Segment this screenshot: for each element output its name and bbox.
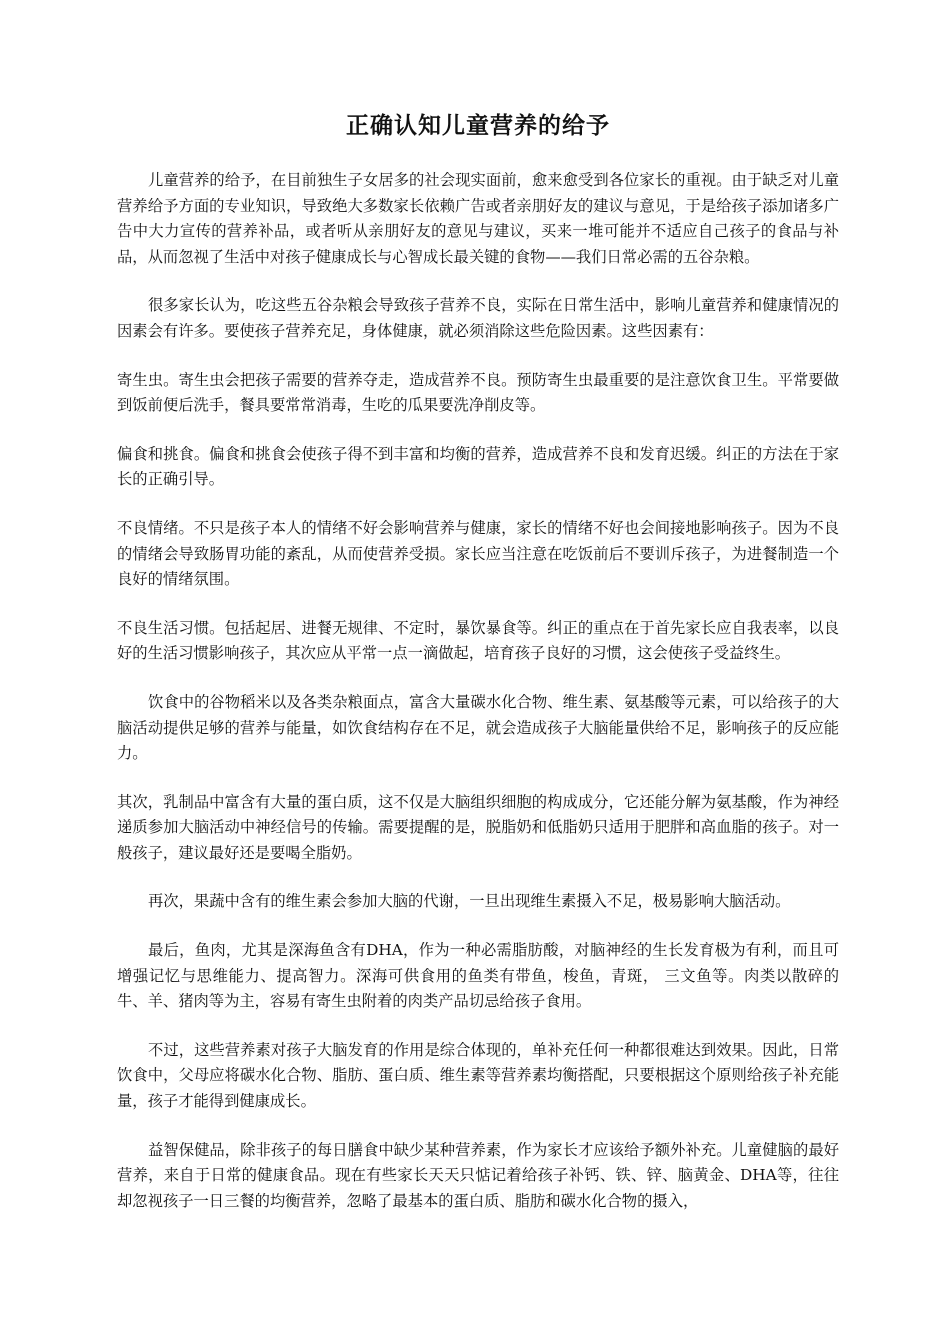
paragraph-supplements: 益智保健品，除非孩子的每日膳食中缺少某种营养素，作为家长才应该给予额外补充。儿童健脑的最好营养，来自于日常的健康食品。现在有些家长天天只惦记着给孩子补钙、铁、锌、脑黄金、DHA等，往往却忽视孩子一日三餐的均衡营养，忽略了最基本的蛋白质、脂肪和碳水化合物的摄入， (117, 1140, 839, 1210)
paragraph-bad-mood: 不良情绪。不只是孩子本人的情绪不好会影响营养与健康，家长的情绪不好也会间接地影响孩子。因为不良的情绪会导致肠胃功能的紊乱，从而使营养受损。家长应当注意在吃饭前后不要训斥孩子，为进餐制造一个良好的情绪氛围。 (117, 518, 839, 589)
paragraph-picky-eating: 偏食和挑食。偏食和挑食会使孩子得不到丰富和均衡的营养，造成营养不良和发育迟缓。纠正的方法在于家长的正确引导。 (117, 444, 839, 489)
paragraph-fish-meat: 最后，鱼肉，尤其是深海鱼含有DHA，作为一种必需脂肪酸，对脑神经的生长发育极为有利，而且可增强记忆与思维能力、提高智力。深海可供食用的鱼类有带鱼，梭鱼，青斑， 三文鱼等。肉类以散碎的牛、羊、猪肉等为主，容易有寄生虫附着的肉类产品切忌给孩子食用。 (117, 941, 839, 1011)
document-title: 正确认知儿童营养的给予 (346, 113, 610, 139)
paragraph-fruits-vegetables: 再次，果蔬中含有的维生素会参加大脑的代谢，一旦出现维生素摄入不足，极易影响大脑活动。 (148, 892, 791, 911)
paragraph-grains: 饮食中的谷物稻米以及各类杂粮面点，富含大量碳水化合物、维生素、氨基酸等元素，可以给孩子的大脑活动提供足够的营养与能量，如饮食结构存在不足，就会造成孩子大脑能量供给不足，影响孩子的反应能力。 (117, 692, 839, 763)
paragraph-balance: 不过，这些营养素对孩子大脑发育的作用是综合体现的，单补充任何一种都很难达到效果。因此，日常饮食中，父母应将碳水化合物、脂肪、蛋白质、维生素等营养素均衡搭配，只要根据这个原则给孩子补充能量，孩子才能得到健康成长。 (117, 1040, 839, 1111)
paragraph-bad-habits: 不良生活习惯。包括起居、进餐无规律、不定时，暴饮暴食等。纠正的重点在于首先家长应自我表率，以良好的生活习惯影响孩子，其次应从平常一点一滴做起，培育孩子良好的习惯，这会使孩子受益终生。 (117, 618, 839, 663)
document-body (117, 168, 839, 1237)
paragraph-risk-factors: 很多家长认为，吃这些五谷杂粮会导致孩子营养不良，实际在日常生活中，影响儿童营养和健康情况的因素会有许多。要使孩子营养充足，身体健康，就必须消除这些危险因素。这些因素有： (117, 296, 839, 340)
paragraph-parasites: 寄生虫。寄生虫会把孩子需要的营养夺走，造成营养不良。预防寄生虫最重要的是注意饮食卫生。平常要做到饭前便后洗手，餐具要常常消毒，生吃的瓜果要洗净削皮等。 (117, 370, 839, 415)
paragraph-dairy: 其次，乳制品中富含有大量的蛋白质，这不仅是大脑组织细胞的构成成分，它还能分解为氨基酸，作为神经递质参加大脑活动中神经信号的传输。需要提醒的是，脱脂奶和低脂奶只适用于肥胖和高血脂的孩子。对一般孩子，建议最好还是要喝全脂奶。 (117, 792, 839, 862)
paragraph-intro: 儿童营养的给予，在目前独生子女居多的社会现实面前，愈来愈受到各位家长的重视。由于缺乏对儿童营养给予方面的专业知识，导致绝大多数家长依赖广告或者亲朋好友的建议与意见，于是给孩子添加诸多广告中大力宣传的营养补品，或者听从亲朋好友的意见与建议，买来一堆可能并不适应自己孩子的食品与补品，从而忽视了生活中对孩子健康成长与心智成长最关键的食物——我们日常必需的五谷杂粮。 (117, 171, 839, 266)
